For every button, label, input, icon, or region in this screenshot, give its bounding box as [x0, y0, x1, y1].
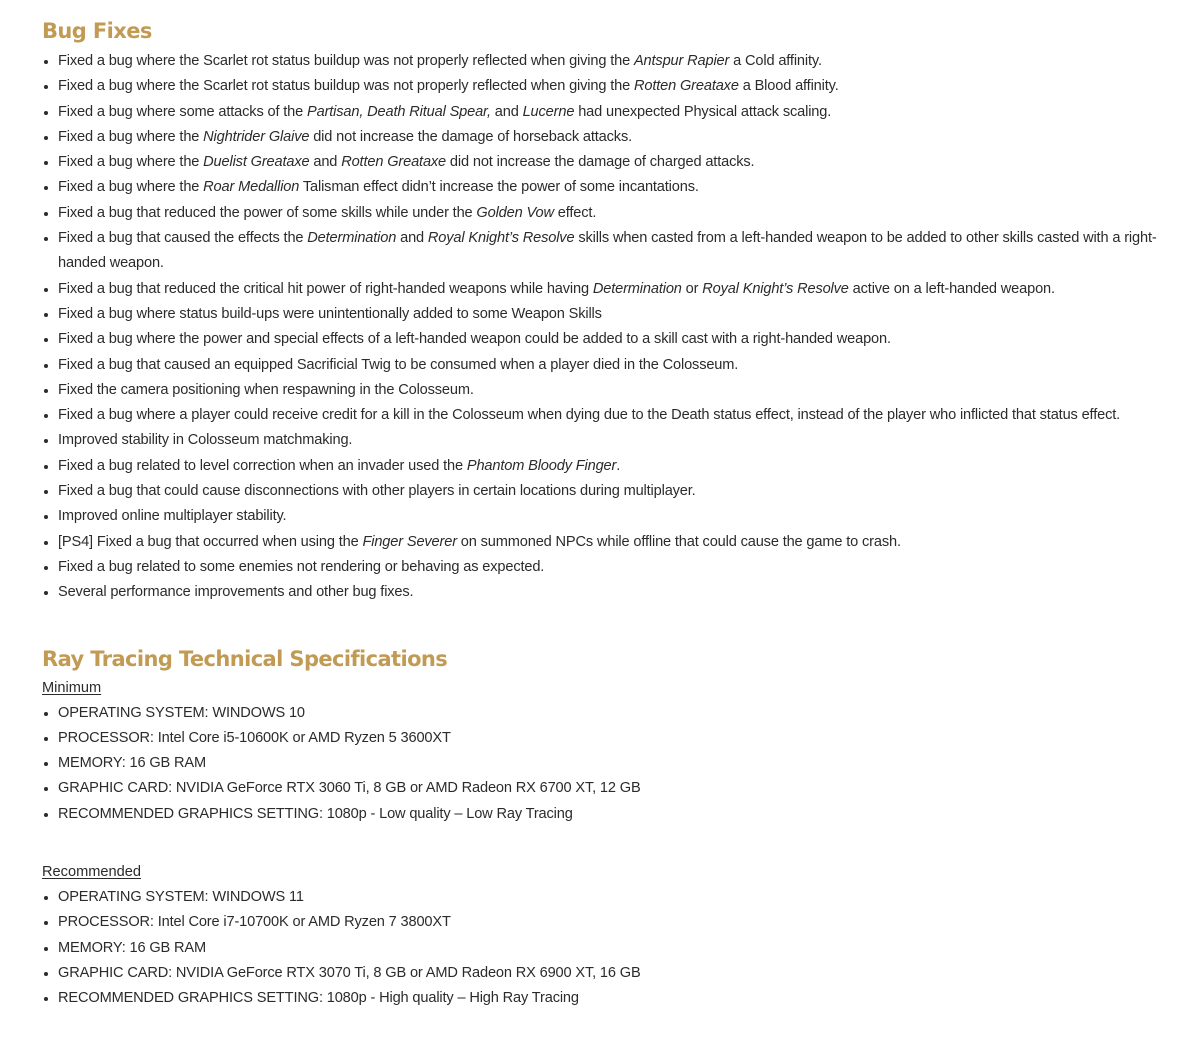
bug-fix-text: Fixed a bug where the Scarlet rot status buildup was not properly reflected when giving the	[58, 78, 634, 95]
bug-fix-text: Fixed a bug where the power and special effects of a left-handed weapon could be added to a skill cast with a right-handed weapon.	[58, 331, 891, 348]
bug-fix-text: Fixed a bug where the	[58, 128, 204, 145]
bug-fixes-heading: Bug Fixes	[42, 19, 152, 43]
bug-fix-item	[42, 555, 1182, 580]
bug-fix-text: or	[681, 280, 703, 297]
bug-fix-text: Improved online multiplayer stability.	[58, 508, 287, 525]
bug-fix-text: Fixed a bug related to level correction when an invader used the	[58, 457, 467, 474]
bug-fix-item	[42, 302, 1182, 327]
spec-item: GRAPHIC CARD: NVIDIA GeForce RTX 3070 Ti, 8 GB or AMD Radeon RX 6900 XT, 16 GB	[42, 961, 1182, 986]
spec-item: GRAPHIC CARD: NVIDIA GeForce RTX 3060 Ti, 8 GB or AMD Radeon RX 6700 XT, 12 GB	[42, 776, 1182, 801]
bug-fix-text: a Cold affinity.	[729, 53, 822, 69]
item-name-emphasis: Rotten Greataxe	[341, 154, 447, 171]
item-name-emphasis: Nightrider Glaive	[203, 128, 310, 145]
item-name-emphasis: Lucerne	[522, 103, 575, 120]
bug-fix-item	[42, 327, 1182, 352]
bug-fix-text: Fixed a bug where some attacks of the	[58, 103, 308, 120]
bug-fix-text: effect.	[553, 204, 597, 221]
item-name-emphasis: Determination	[592, 280, 682, 297]
bug-fix-text: did not increase the damage of horseback attacks.	[309, 128, 632, 145]
bug-fix-item	[42, 353, 1182, 378]
bug-fix-item	[42, 378, 1182, 403]
minimum-specs-heading: Minimum	[42, 679, 102, 696]
bug-fix-text: and	[490, 103, 523, 120]
item-name-emphasis: Duelist Greataxe	[203, 154, 310, 171]
bug-fix-item	[42, 100, 1182, 125]
spec-item: RECOMMENDED GRAPHICS SETTING: 1080p - Low quality – Low Ray Tracing	[42, 802, 1182, 827]
bug-fix-item	[42, 530, 1182, 555]
bug-fix-text: Improved stability in Colosseum matchmaking.	[58, 432, 353, 449]
item-name-emphasis: Finger Severer	[362, 533, 457, 550]
bug-fix-text: had unexpected Physical attack scaling.	[574, 103, 832, 120]
bug-fix-text: and	[396, 230, 428, 247]
bug-fix-item	[42, 74, 1182, 99]
item-name-emphasis: Royal Knight’s Resolve	[427, 230, 575, 247]
item-name-emphasis: Determination	[307, 230, 397, 247]
spec-item: PROCESSOR: Intel Core i7-10700K or AMD Ryzen 7 3800XT	[42, 910, 1182, 935]
bug-fix-text: did not increase the damage of charged attacks.	[446, 154, 755, 171]
bug-fix-item	[42, 150, 1182, 175]
item-name-emphasis: Antspur Rapier	[633, 53, 730, 69]
bug-fix-text: Fixed a bug where the Scarlet rot status buildup was not properly reflected when giving the	[58, 53, 634, 69]
bug-fix-text: and	[309, 154, 342, 171]
bug-fix-item	[42, 277, 1182, 302]
bug-fix-text: Fixed a bug where the	[58, 179, 204, 196]
bug-fix-text: .	[616, 457, 621, 474]
bug-fix-text: Fixed a bug that could cause disconnections with other players in certain locations during multiplayer.	[58, 483, 696, 500]
item-name-emphasis: Golden Vow	[476, 204, 554, 221]
spec-item: OPERATING SYSTEM: WINDOWS 11	[42, 885, 1182, 910]
bug-fix-text: Fixed a bug that caused the effects the	[58, 230, 308, 247]
bug-fix-text: Fixed a bug where the	[58, 154, 204, 171]
bug-fix-text: Fixed a bug that reduced the power of some skills while under the	[58, 204, 477, 221]
bug-fix-text: Fixed a bug that reduced the critical hit power of right-handed weapons while having	[58, 280, 593, 297]
bug-fix-text: [PS4] Fixed a bug that occurred when using the	[58, 533, 363, 550]
recommended-specs-heading: Recommended	[42, 864, 141, 881]
ray-tracing-heading: Ray Tracing Technical Specifications	[42, 646, 448, 671]
bug-fix-item	[42, 175, 1182, 200]
bug-fix-text: active on a left-handed weapon.	[848, 280, 1055, 297]
recommended-specs-list	[42, 885, 1182, 1011]
spec-item: RECOMMENDED GRAPHICS SETTING: 1080p - High quality – High Ray Tracing	[42, 986, 1182, 1011]
item-name-emphasis: Phantom Bloody Finger	[466, 457, 617, 474]
item-name-emphasis: Roar Medallion	[203, 179, 300, 196]
bug-fix-text: on summoned NPCs while offline that could cause the game to crash.	[456, 533, 901, 550]
bug-fix-item	[42, 125, 1182, 150]
bug-fix-item	[42, 504, 1182, 529]
bug-fixes-list	[42, 49, 1182, 606]
bug-fix-text: Fixed a bug related to some enemies not rendering or behaving as expected.	[58, 558, 545, 575]
spec-item: MEMORY: 16 GB RAM	[42, 751, 1182, 776]
bug-fix-text: Fixed a bug where status build-ups were unintentionally added to some Weapon Skills	[58, 305, 602, 322]
item-name-emphasis: Rotten Greataxe	[633, 78, 739, 95]
bug-fix-text: skills when casted from a left-handed weapon to be added to other skills casted with a right-handed weapon.	[58, 230, 1157, 272]
bug-fix-item	[42, 479, 1182, 504]
minimum-specs-list	[42, 701, 1182, 827]
bug-fix-text: Fixed the camera positioning when respawning in the Colosseum.	[58, 381, 474, 398]
spec-item: MEMORY: 16 GB RAM	[42, 936, 1182, 961]
bug-fix-item	[42, 49, 1182, 74]
spec-item: OPERATING SYSTEM: WINDOWS 10	[42, 701, 1182, 726]
bug-fix-text: Several performance improvements and other bug fixes.	[58, 584, 414, 601]
bug-fix-text: Fixed a bug that caused an equipped Sacrificial Twig to be consumed when a player died in the Colosseum.	[58, 356, 739, 373]
bug-fix-item	[42, 428, 1182, 453]
bug-fix-item	[42, 201, 1182, 226]
item-name-emphasis: Partisan, Death Ritual Spear,	[307, 103, 491, 120]
bug-fix-text: Fixed a bug where a player could receive credit for a kill in the Colosseum when dying due to the Death status effect, instead of the player who inflicted that status effect.	[58, 407, 1121, 424]
spec-item: PROCESSOR: Intel Core i5-10600K or AMD Ryzen 5 3600XT	[42, 726, 1182, 751]
section-spacer	[42, 827, 1182, 860]
bug-fix-text: Talisman effect didn’t increase the power of some incantations.	[299, 179, 699, 196]
bug-fix-item	[42, 226, 1182, 277]
item-name-emphasis: Royal Knight’s Resolve	[702, 280, 849, 297]
patch-notes-article	[42, 16, 1182, 1012]
bug-fix-text: a Blood affinity.	[738, 78, 839, 95]
bug-fix-item	[42, 454, 1182, 479]
bug-fix-item	[42, 403, 1182, 428]
bug-fix-item	[42, 580, 1182, 605]
